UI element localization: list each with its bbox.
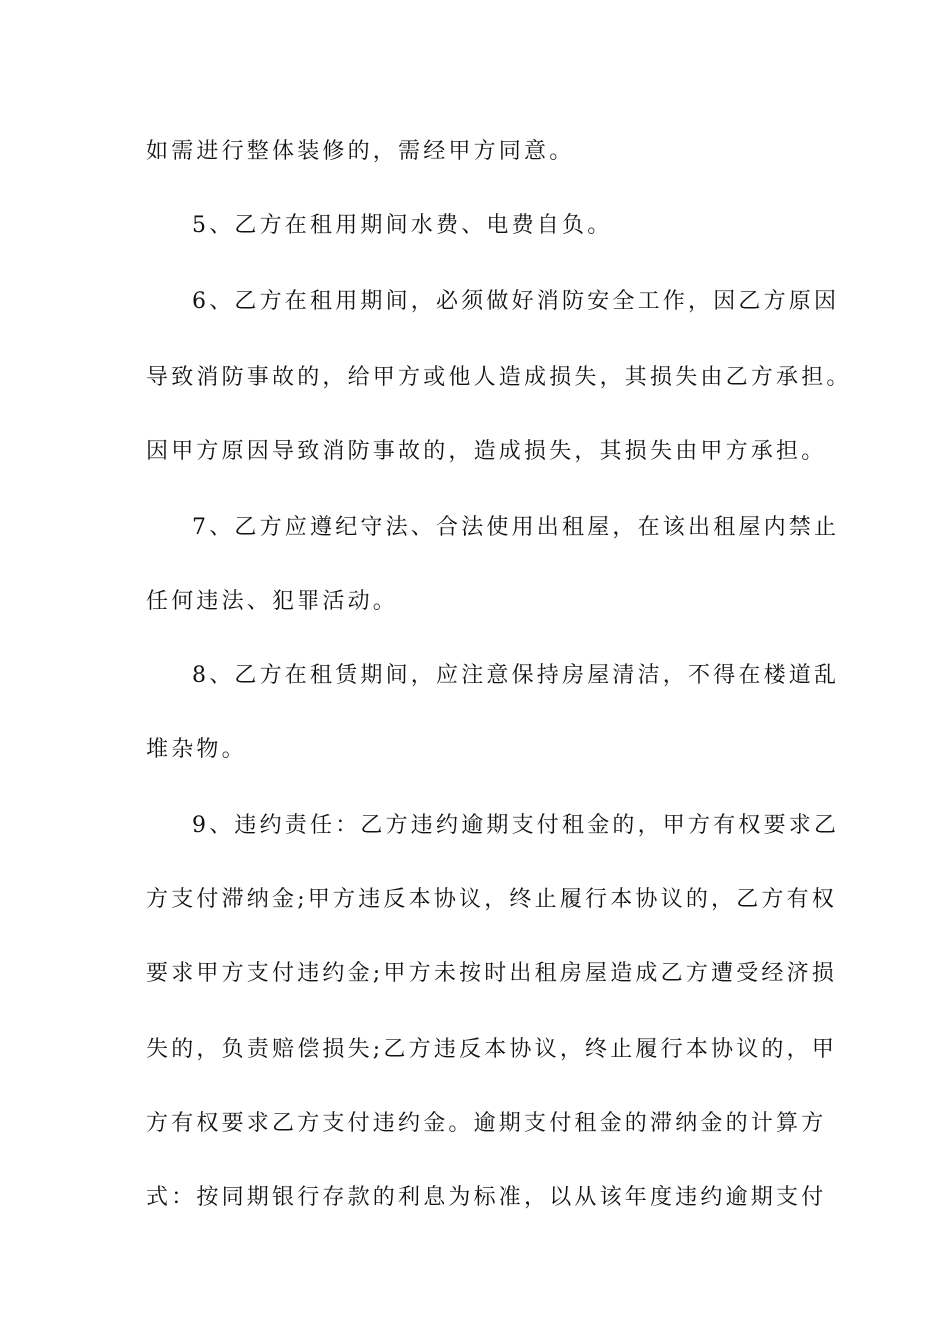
clause-8-line: 8、乙方在租赁期间，应注意保持房屋清洁，不得在楼道乱 [192,663,840,688]
text-line: 式：按同期银行存款的利息为标准，以从该年度违约逾期支付 [146,1185,827,1210]
text-line: 方支付滞纳金;甲方违反本协议，终止履行本协议的，乙方有权 [146,887,838,912]
clause-5-line: 5、乙方在租用期间水费、电费自负。 [192,213,613,238]
text-line: 方有权要求乙方支付违约金。逾期支付租金的滞纳金的计算方 [146,1111,827,1136]
text-line: 要求甲方支付违约金;甲方未按时出租房屋造成乙方遭受经济损 [146,961,838,986]
text-line: 任何违法、犯罪活动。 [146,589,399,614]
text-line: 失的，负责赔偿损失;乙方违反本协议，终止履行本协议的，甲 [146,1037,838,1062]
text-line: 堆杂物。 [146,737,247,762]
clause-6-line: 6、乙方在租用期间，必须做好消防安全工作，因乙方原因 [192,289,840,314]
text-line: 如需进行整体装修的，需经甲方同意。 [146,139,575,164]
clause-7-line: 7、乙方应遵纪守法、合法使用出租屋，在该出租屋内禁止 [192,515,840,540]
text-line: 导致消防事故的，给甲方或他人造成损失，其损失由乙方承担。 [146,365,852,390]
text-line: 因甲方原因导致消防事故的，造成损失，其损失由甲方承担。 [146,439,827,464]
clause-9-line: 9、违约责任：乙方违约逾期支付租金的，甲方有权要求乙 [192,813,840,838]
